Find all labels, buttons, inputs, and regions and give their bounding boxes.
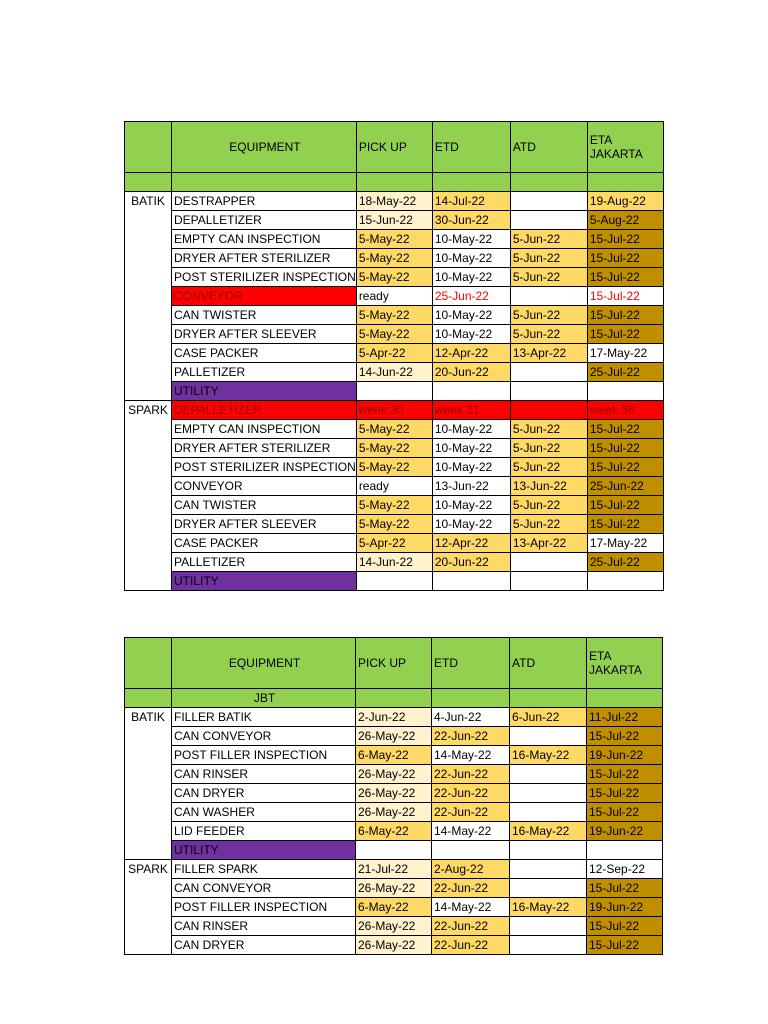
group-label-cell xyxy=(125,936,172,955)
subheader-row xyxy=(125,173,664,192)
equipment-cell: CAN WASHER xyxy=(172,803,356,822)
equipment-cell: DRYER AFTER SLEEVER xyxy=(172,515,357,534)
header-pickup: PICK UP xyxy=(356,122,432,173)
group-label-cell xyxy=(125,727,172,746)
group-label-cell xyxy=(125,553,172,572)
table-row xyxy=(125,192,664,211)
pickup-cell: 5-May-22 xyxy=(356,325,432,344)
equipment-cell: CONVEYOR xyxy=(172,287,357,306)
etd-cell: 10-May-22 xyxy=(432,496,510,515)
equipment-cell: DRYER AFTER STERILIZER xyxy=(172,439,357,458)
atd-cell: 5-Jun-22 xyxy=(510,249,587,268)
header-group-cell xyxy=(125,122,172,173)
etd-cell: 22-Jun-22 xyxy=(432,917,510,936)
group-label-cell xyxy=(125,477,172,496)
equipment-cell: PALLETIZER xyxy=(172,553,357,572)
group-label-cell xyxy=(125,784,172,803)
header-group-cell xyxy=(125,638,172,689)
etd-cell: 20-Jun-22 xyxy=(432,363,510,382)
group-label-cell xyxy=(125,230,172,249)
group-label-cell xyxy=(125,534,172,553)
eta-cell: 15-Jul-22 xyxy=(587,765,663,784)
eta-cell: 25-Jun-22 xyxy=(587,477,663,496)
etd-cell: 10-May-22 xyxy=(432,325,510,344)
pickup-cell: 18-May-22 xyxy=(356,192,432,211)
table-row xyxy=(125,765,663,784)
pickup-cell: 5-Apr-22 xyxy=(356,534,432,553)
group-label-cell xyxy=(125,306,172,325)
pickup-cell xyxy=(356,382,432,401)
pickup-cell: week 30 xyxy=(356,401,432,420)
atd-cell: 13-Jun-22 xyxy=(510,477,587,496)
atd-cell: 13-Apr-22 xyxy=(510,344,587,363)
equipment-cell: CAN CONVEYOR xyxy=(172,879,356,898)
shipment-table-1 xyxy=(124,121,664,591)
equipment-cell: DESTRAPPER xyxy=(172,192,357,211)
header-etd: ETD xyxy=(432,122,510,173)
eta-cell: 15-Jul-22 xyxy=(587,268,663,287)
pickup-cell: 5-May-22 xyxy=(356,515,432,534)
atd-cell xyxy=(510,211,587,230)
table-row xyxy=(125,230,664,249)
atd-cell: 5-Jun-22 xyxy=(510,230,587,249)
table-row xyxy=(125,860,663,879)
group-label-cell xyxy=(125,822,172,841)
atd-cell: 5-Jun-22 xyxy=(510,496,587,515)
etd-cell xyxy=(432,572,510,591)
eta-cell: 5-Aug-22 xyxy=(587,211,663,230)
table-row xyxy=(125,936,663,955)
eta-cell: 11-Jul-22 xyxy=(587,708,663,727)
equipment-cell: CAN TWISTER xyxy=(172,496,357,515)
eta-cell: 15-Jul-22 xyxy=(587,458,663,477)
subheader-cell xyxy=(587,173,663,192)
group-label-cell xyxy=(125,287,172,306)
eta-cell: 15-Jul-22 xyxy=(587,287,663,306)
group-label-cell xyxy=(125,268,172,287)
table-row xyxy=(125,287,664,306)
atd-cell: 6-Jun-22 xyxy=(510,708,587,727)
table-row xyxy=(125,363,664,382)
table-row xyxy=(125,420,664,439)
etd-cell: 10-May-22 xyxy=(432,306,510,325)
pickup-cell: 5-May-22 xyxy=(356,496,432,515)
eta-cell: 15-Jul-22 xyxy=(587,879,663,898)
group-label-cell xyxy=(125,515,172,534)
group-label-cell xyxy=(125,898,172,917)
eta-cell: week 36 xyxy=(587,401,663,420)
pickup-cell xyxy=(356,572,432,591)
etd-cell: 30-Jun-22 xyxy=(432,211,510,230)
atd-cell xyxy=(510,879,587,898)
subheader-row xyxy=(125,689,663,708)
shipment-table-2 xyxy=(124,637,663,955)
equipment-cell: CAN RINSER xyxy=(172,917,356,936)
eta-cell: 15-Jul-22 xyxy=(587,936,663,955)
header-atd: ATD xyxy=(510,122,587,173)
table-row xyxy=(125,382,664,401)
etd-cell: 10-May-22 xyxy=(432,458,510,477)
pickup-cell: 26-May-22 xyxy=(356,803,432,822)
atd-cell xyxy=(510,572,587,591)
eta-cell xyxy=(587,572,663,591)
etd-cell: 10-May-22 xyxy=(432,268,510,287)
table-row xyxy=(125,458,664,477)
header-etd: ETD xyxy=(432,638,510,689)
table-row xyxy=(125,496,664,515)
pickup-cell: 5-May-22 xyxy=(356,306,432,325)
header-eta-line1: ETA xyxy=(589,649,612,663)
etd-cell: 13-Jun-22 xyxy=(432,477,510,496)
header-eta-line1: ETA xyxy=(589,133,613,147)
equipment-cell: UTILITY xyxy=(172,382,357,401)
table-row xyxy=(125,746,663,765)
table-row xyxy=(125,784,663,803)
etd-cell xyxy=(432,841,510,860)
group-label: BATIK xyxy=(125,708,172,727)
eta-cell: 15-Jul-22 xyxy=(587,496,663,515)
etd-cell: 25-Jun-22 xyxy=(432,287,510,306)
atd-cell: 5-Jun-22 xyxy=(510,515,587,534)
equipment-cell: UTILITY xyxy=(172,841,356,860)
equipment-cell: POST STERILIZER INSPECTION xyxy=(172,458,357,477)
table-row xyxy=(125,572,664,591)
pickup-cell: 5-May-22 xyxy=(356,249,432,268)
equipment-cell: CAN DRYER xyxy=(172,784,356,803)
group-label: SPARK xyxy=(125,401,172,420)
equipment-cell: CAN CONVEYOR xyxy=(172,727,356,746)
pickup-cell: 5-May-22 xyxy=(356,439,432,458)
group-label-cell xyxy=(125,363,172,382)
pickup-cell: 5-May-22 xyxy=(356,420,432,439)
table-row xyxy=(125,708,663,727)
equipment-cell: CASE PACKER xyxy=(172,344,357,363)
atd-cell xyxy=(510,363,587,382)
equipment-cell: CAN TWISTER xyxy=(172,306,357,325)
pickup-cell: 26-May-22 xyxy=(356,727,432,746)
table-row xyxy=(125,841,663,860)
etd-cell: 14-May-22 xyxy=(432,822,510,841)
group-label: BATIK xyxy=(125,192,172,211)
pickup-cell: 26-May-22 xyxy=(356,879,432,898)
eta-cell: 15-Jul-22 xyxy=(587,230,663,249)
pickup-cell: 5-May-22 xyxy=(356,230,432,249)
etd-cell: 22-Jun-22 xyxy=(432,803,510,822)
header-eta-line2: JAKARTA xyxy=(589,663,642,677)
header-equipment: EQUIPMENT xyxy=(172,638,356,689)
atd-cell: 16-May-22 xyxy=(510,746,587,765)
group-label-cell xyxy=(125,841,172,860)
group-label-cell xyxy=(125,249,172,268)
atd-cell xyxy=(510,917,587,936)
pickup-cell: 14-Jun-22 xyxy=(356,553,432,572)
eta-cell: 15-Jul-22 xyxy=(587,439,663,458)
subheader-cell xyxy=(356,689,432,708)
atd-cell xyxy=(510,803,587,822)
table-row xyxy=(125,268,664,287)
table-row xyxy=(125,249,664,268)
atd-cell xyxy=(510,784,587,803)
group-label-cell xyxy=(125,325,172,344)
pickup-cell: 5-Apr-22 xyxy=(356,344,432,363)
pickup-cell: 21-Jul-22 xyxy=(356,860,432,879)
subheader-cell xyxy=(587,689,663,708)
etd-cell: 10-May-22 xyxy=(432,439,510,458)
eta-cell: 15-Jul-22 xyxy=(587,784,663,803)
atd-cell xyxy=(510,401,587,420)
eta-cell: 19-Aug-22 xyxy=(587,192,663,211)
equipment-cell: DEPALLETIZER xyxy=(172,211,357,230)
atd-cell xyxy=(510,287,587,306)
eta-cell: 17-May-22 xyxy=(587,344,663,363)
pickup-cell: ready xyxy=(356,287,432,306)
pickup-cell xyxy=(356,841,432,860)
pickup-cell: 14-Jun-22 xyxy=(356,363,432,382)
group-label-cell xyxy=(125,420,172,439)
equipment-cell: EMPTY CAN INSPECTION xyxy=(172,420,357,439)
atd-cell xyxy=(510,727,587,746)
eta-cell: 15-Jul-22 xyxy=(587,727,663,746)
etd-cell: 12-Apr-22 xyxy=(432,344,510,363)
equipment-cell: PALLETIZER xyxy=(172,363,357,382)
group-label-cell xyxy=(125,211,172,230)
pickup-cell: 15-Jun-22 xyxy=(356,211,432,230)
etd-cell: 20-Jun-22 xyxy=(432,553,510,572)
equipment-cell: LID FEEDER xyxy=(172,822,356,841)
pickup-cell: 26-May-22 xyxy=(356,936,432,955)
group-label-cell xyxy=(125,439,172,458)
group-label-cell xyxy=(125,917,172,936)
table-row xyxy=(125,553,664,572)
table-row xyxy=(125,822,663,841)
eta-cell: 15-Jul-22 xyxy=(587,249,663,268)
equipment-cell: FILLER SPARK xyxy=(172,860,356,879)
etd-cell: 14-Jul-22 xyxy=(432,192,510,211)
eta-cell: 15-Jul-22 xyxy=(587,803,663,822)
equipment-cell: DRYER AFTER SLEEVER xyxy=(172,325,357,344)
table-row xyxy=(125,477,664,496)
eta-cell xyxy=(587,382,663,401)
etd-cell: 22-Jun-22 xyxy=(432,936,510,955)
eta-cell: 25-Jul-22 xyxy=(587,553,663,572)
pickup-cell: 26-May-22 xyxy=(356,917,432,936)
table-row xyxy=(125,917,663,936)
table-row xyxy=(125,898,663,917)
table-row xyxy=(125,727,663,746)
equipment-cell: CAN RINSER xyxy=(172,765,356,784)
group-label-cell xyxy=(125,344,172,363)
pickup-cell: 5-May-22 xyxy=(356,458,432,477)
etd-cell: 22-Jun-22 xyxy=(432,765,510,784)
etd-cell xyxy=(432,382,510,401)
etd-cell: 10-May-22 xyxy=(432,515,510,534)
eta-cell: 19-Jun-22 xyxy=(587,746,663,765)
atd-cell: 5-Jun-22 xyxy=(510,420,587,439)
atd-cell: 5-Jun-22 xyxy=(510,325,587,344)
header-equipment: EQUIPMENT xyxy=(172,122,357,173)
subheader-cell xyxy=(432,173,510,192)
equipment-cell: UTILITY xyxy=(172,572,357,591)
pickup-cell: 6-May-22 xyxy=(356,898,432,917)
group-label-cell xyxy=(125,879,172,898)
table-row xyxy=(125,534,664,553)
etd-cell: week 31 xyxy=(432,401,510,420)
group-label-cell xyxy=(125,572,172,591)
group-label-cell xyxy=(125,746,172,765)
header-eta xyxy=(587,122,663,173)
pickup-cell: 6-May-22 xyxy=(356,822,432,841)
eta-cell xyxy=(587,841,663,860)
eta-cell: 15-Jul-22 xyxy=(587,917,663,936)
subheader-label: JBT xyxy=(172,689,356,708)
etd-cell: 10-May-22 xyxy=(432,420,510,439)
equipment-cell: EMPTY CAN INSPECTION xyxy=(172,230,357,249)
equipment-cell: DRYER AFTER STERILIZER xyxy=(172,249,357,268)
atd-cell xyxy=(510,553,587,572)
eta-cell: 19-Jun-22 xyxy=(587,898,663,917)
etd-cell: 22-Jun-22 xyxy=(432,784,510,803)
group-label-cell xyxy=(125,765,172,784)
atd-cell: 16-May-22 xyxy=(510,898,587,917)
eta-cell: 15-Jul-22 xyxy=(587,306,663,325)
eta-cell: 15-Jul-22 xyxy=(587,515,663,534)
group-label-cell xyxy=(125,458,172,477)
eta-cell: 15-Jul-22 xyxy=(587,420,663,439)
atd-cell xyxy=(510,841,587,860)
atd-cell: 5-Jun-22 xyxy=(510,439,587,458)
table-row xyxy=(125,879,663,898)
atd-cell: 13-Apr-22 xyxy=(510,534,587,553)
equipment-cell: FILLER BATIK xyxy=(172,708,356,727)
subheader-group-cell xyxy=(125,173,172,192)
etd-cell: 22-Jun-22 xyxy=(432,879,510,898)
etd-cell: 2-Aug-22 xyxy=(432,860,510,879)
subheader-cell xyxy=(356,173,432,192)
table-row xyxy=(125,306,664,325)
header-atd: ATD xyxy=(510,638,587,689)
subheader-cell xyxy=(510,689,587,708)
eta-cell: 25-Jul-22 xyxy=(587,363,663,382)
table-row xyxy=(125,344,664,363)
eta-cell: 19-Jun-22 xyxy=(587,822,663,841)
pickup-cell: ready xyxy=(356,477,432,496)
pickup-cell: 6-May-22 xyxy=(356,746,432,765)
eta-cell: 15-Jul-22 xyxy=(587,325,663,344)
atd-cell xyxy=(510,936,587,955)
subheader-label xyxy=(172,173,357,192)
pickup-cell: 26-May-22 xyxy=(356,784,432,803)
eta-cell: 17-May-22 xyxy=(587,534,663,553)
header-row xyxy=(125,638,663,689)
pickup-cell: 2-Jun-22 xyxy=(356,708,432,727)
table-row xyxy=(125,401,664,420)
atd-cell xyxy=(510,765,587,784)
equipment-cell: CONVEYOR xyxy=(172,477,357,496)
table-row xyxy=(125,439,664,458)
header-pickup: PICK UP xyxy=(356,638,432,689)
etd-cell: 12-Apr-22 xyxy=(432,534,510,553)
equipment-cell: POST FILLER INSPECTION xyxy=(172,746,356,765)
table-row xyxy=(125,211,664,230)
etd-cell: 10-May-22 xyxy=(432,249,510,268)
group-label: SPARK xyxy=(125,860,172,879)
header-eta-line2: JAKARTA xyxy=(589,147,643,161)
subheader-cell xyxy=(510,173,587,192)
table-row xyxy=(125,325,664,344)
table-row xyxy=(125,803,663,822)
equipment-cell: POST FILLER INSPECTION xyxy=(172,898,356,917)
atd-cell xyxy=(510,860,587,879)
atd-cell: 5-Jun-22 xyxy=(510,306,587,325)
pickup-cell: 5-May-22 xyxy=(356,268,432,287)
atd-cell xyxy=(510,192,587,211)
atd-cell: 16-May-22 xyxy=(510,822,587,841)
equipment-cell: POST STERILIZER INSPECTION xyxy=(172,268,357,287)
etd-cell: 22-Jun-22 xyxy=(432,727,510,746)
atd-cell xyxy=(510,382,587,401)
header-eta xyxy=(587,638,663,689)
table-row xyxy=(125,515,664,534)
etd-cell: 10-May-22 xyxy=(432,230,510,249)
etd-cell: 14-May-22 xyxy=(432,898,510,917)
pickup-cell: 26-May-22 xyxy=(356,765,432,784)
subheader-cell xyxy=(432,689,510,708)
group-label-cell xyxy=(125,496,172,515)
etd-cell: 4-Jun-22 xyxy=(432,708,510,727)
group-label-cell xyxy=(125,382,172,401)
etd-cell: 14-May-22 xyxy=(432,746,510,765)
equipment-cell: CAN DRYER xyxy=(172,936,356,955)
atd-cell: 5-Jun-22 xyxy=(510,458,587,477)
subheader-group-cell xyxy=(125,689,172,708)
atd-cell: 5-Jun-22 xyxy=(510,268,587,287)
header-row xyxy=(125,122,664,173)
group-label-cell xyxy=(125,803,172,822)
eta-cell: 12-Sep-22 xyxy=(587,860,663,879)
equipment-cell: CASE PACKER xyxy=(172,534,357,553)
equipment-cell: DEPALLETIZER xyxy=(172,401,357,420)
